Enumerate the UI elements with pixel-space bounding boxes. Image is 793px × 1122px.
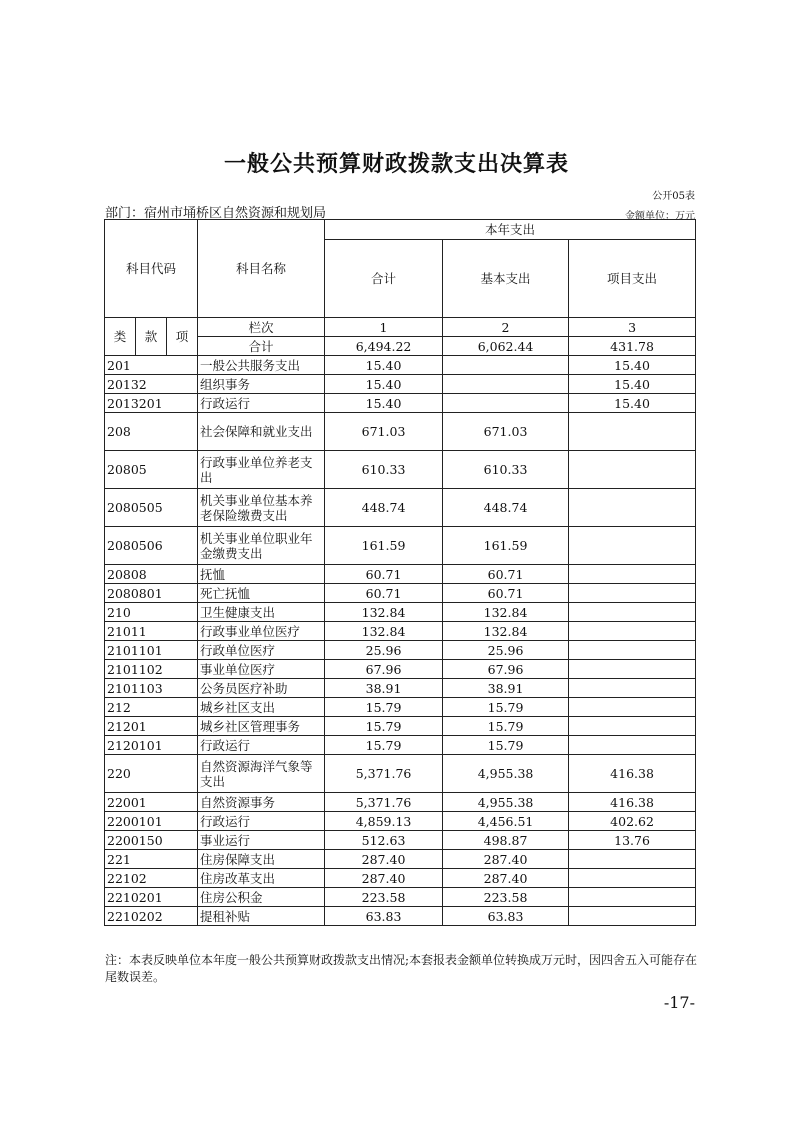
row-total: 60.71: [325, 584, 443, 603]
row-project: [569, 660, 696, 679]
row-basic: 15.79: [443, 717, 569, 736]
row-project: [569, 907, 696, 926]
sum-project: 431.78: [569, 337, 696, 356]
row-basic: [443, 375, 569, 394]
table-row: [105, 603, 696, 622]
row-basic: 132.84: [443, 603, 569, 622]
row-code: 220: [105, 755, 198, 793]
header-total: 合计: [325, 240, 443, 318]
row-total: 132.84: [325, 603, 443, 622]
row-name: 死亡抚恤: [198, 584, 325, 603]
row-name: 机关事业单位基本养老保险缴费支出: [198, 489, 325, 527]
row-total: 161.59: [325, 527, 443, 565]
row-project: 15.40: [569, 394, 696, 413]
row-project: [569, 584, 696, 603]
row-code: 2101102: [105, 660, 198, 679]
column-no-3: 3: [569, 318, 696, 337]
row-basic: 4,955.38: [443, 755, 569, 793]
row-name: 城乡社区管理事务: [198, 717, 325, 736]
row-code: 221: [105, 850, 198, 869]
footnote: 注：本表反映单位本年度一般公共预算财政拨款支出情况;本套报表金额单位转换成万元时，因四舍五入可能存在尾数误差。: [105, 953, 698, 984]
row-total: 5,371.76: [325, 793, 443, 812]
row-code: 2200101: [105, 812, 198, 831]
row-project: [569, 736, 696, 755]
row-total: 15.79: [325, 698, 443, 717]
row-name: 一般公共服务支出: [198, 356, 325, 375]
row-project: [569, 603, 696, 622]
row-basic: 67.96: [443, 660, 569, 679]
row-basic: 60.71: [443, 565, 569, 584]
row-basic: 498.87: [443, 831, 569, 850]
row-name: 自然资源事务: [198, 793, 325, 812]
row-code: 2013201: [105, 394, 198, 413]
table-row: [105, 413, 696, 451]
table-row: [105, 831, 696, 850]
row-total: 512.63: [325, 831, 443, 850]
row-total: 15.79: [325, 736, 443, 755]
row-code: 22102: [105, 869, 198, 888]
row-basic: 671.03: [443, 413, 569, 451]
row-basic: 161.59: [443, 527, 569, 565]
row-basic: 287.40: [443, 869, 569, 888]
table-row: [105, 394, 696, 413]
row-basic: 63.83: [443, 907, 569, 926]
row-name: 卫生健康支出: [198, 603, 325, 622]
header-xiang: 项: [167, 318, 198, 356]
unit-label: 金额单位：万元: [625, 211, 695, 222]
row-project: [569, 622, 696, 641]
row-code: 2080505: [105, 489, 198, 527]
row-code: 208: [105, 413, 198, 451]
row-name: 机关事业单位职业年金缴费支出: [198, 527, 325, 565]
row-name: 提租补贴: [198, 907, 325, 926]
row-basic: 132.84: [443, 622, 569, 641]
page-number: -17-: [663, 993, 695, 1012]
row-code: 21201: [105, 717, 198, 736]
row-total: 63.83: [325, 907, 443, 926]
row-project: 416.38: [569, 793, 696, 812]
row-basic: 15.79: [443, 736, 569, 755]
header-kuan: 款: [136, 318, 167, 356]
row-project: 15.40: [569, 356, 696, 375]
row-project: [569, 413, 696, 451]
row-total: 38.91: [325, 679, 443, 698]
row-project: [569, 888, 696, 907]
row-code: 212: [105, 698, 198, 717]
row-project: [569, 641, 696, 660]
header-lei: 类: [105, 318, 136, 356]
table-row: [105, 489, 696, 527]
row-basic: 223.58: [443, 888, 569, 907]
row-project: [569, 679, 696, 698]
column-no-1: 1: [325, 318, 443, 337]
row-total: 287.40: [325, 850, 443, 869]
row-name: 组织事务: [198, 375, 325, 394]
row-basic: 60.71: [443, 584, 569, 603]
table-row: [105, 622, 696, 641]
row-name: 公务员医疗补助: [198, 679, 325, 698]
row-code: 22001: [105, 793, 198, 812]
row-name: 行政事业单位医疗: [198, 622, 325, 641]
row-total: 15.40: [325, 394, 443, 413]
row-code: 20132: [105, 375, 198, 394]
row-basic: 4,456.51: [443, 812, 569, 831]
table-row: [105, 641, 696, 660]
table-row: [105, 527, 696, 565]
sum-basic: 6,062.44: [443, 337, 569, 356]
row-total: 132.84: [325, 622, 443, 641]
row-project: [569, 489, 696, 527]
row-code: 2080506: [105, 527, 198, 565]
row-name: 行政单位医疗: [198, 641, 325, 660]
header-project: 项目支出: [569, 240, 696, 318]
row-project: 13.76: [569, 831, 696, 850]
row-name: 事业单位医疗: [198, 660, 325, 679]
column-no-label: 栏次: [198, 318, 325, 337]
row-code: 2101101: [105, 641, 198, 660]
row-basic: 448.74: [443, 489, 569, 527]
row-basic: 287.40: [443, 850, 569, 869]
row-total: 15.79: [325, 717, 443, 736]
table-row: [105, 907, 696, 926]
row-name: 社会保障和就业支出: [198, 413, 325, 451]
table-row: [105, 736, 696, 755]
row-code: 2210202: [105, 907, 198, 926]
sum-label: 合计: [198, 337, 325, 356]
row-basic: [443, 356, 569, 375]
row-project: 416.38: [569, 755, 696, 793]
table-row: [105, 356, 696, 375]
row-code: 20808: [105, 565, 198, 584]
table-row: [105, 717, 696, 736]
table-row: [105, 812, 696, 831]
header-subject-name: 科目名称: [198, 220, 325, 318]
sum-total: 6,494.22: [325, 337, 443, 356]
table-row: [105, 755, 696, 793]
row-total: 287.40: [325, 869, 443, 888]
row-code: 2080801: [105, 584, 198, 603]
table-row: [105, 565, 696, 584]
row-name: 行政运行: [198, 394, 325, 413]
row-name: 行政运行: [198, 736, 325, 755]
table-row: [105, 660, 696, 679]
row-code: 210: [105, 603, 198, 622]
table-row: [105, 869, 696, 888]
page-title: 一般公共预算财政拨款支出决算表: [223, 152, 569, 177]
row-code: 2101103: [105, 679, 198, 698]
row-project: [569, 565, 696, 584]
row-basic: [443, 394, 569, 413]
form-number: 公开05表: [652, 191, 695, 202]
row-total: 67.96: [325, 660, 443, 679]
row-total: 60.71: [325, 565, 443, 584]
row-code: 2200150: [105, 831, 198, 850]
row-project: [569, 717, 696, 736]
row-project: [569, 850, 696, 869]
row-basic: 4,955.38: [443, 793, 569, 812]
row-code: 20805: [105, 451, 198, 489]
row-name: 自然资源海洋气象等支出: [198, 755, 325, 793]
column-no-2: 2: [443, 318, 569, 337]
row-total: 610.33: [325, 451, 443, 489]
row-code: 201: [105, 356, 198, 375]
table-row: [105, 584, 696, 603]
row-basic: 38.91: [443, 679, 569, 698]
table-row: [105, 698, 696, 717]
table-row: [105, 793, 696, 812]
row-name: 事业运行: [198, 831, 325, 850]
department-label: 部门：宿州市埇桥区自然资源和规划局: [105, 206, 327, 221]
header-basic: 基本支出: [443, 240, 569, 318]
table-row: [105, 679, 696, 698]
row-project: [569, 698, 696, 717]
row-project: [569, 451, 696, 489]
row-total: 448.74: [325, 489, 443, 527]
table-row: [105, 375, 696, 394]
row-total: 671.03: [325, 413, 443, 451]
row-basic: 25.96: [443, 641, 569, 660]
row-total: 15.40: [325, 356, 443, 375]
row-name: 住房改革支出: [198, 869, 325, 888]
table-row: [105, 850, 696, 869]
row-project: 15.40: [569, 375, 696, 394]
row-total: 4,859.13: [325, 812, 443, 831]
row-project: [569, 527, 696, 565]
row-project: [569, 869, 696, 888]
header-current-year: 本年支出: [325, 220, 696, 240]
row-name: 住房公积金: [198, 888, 325, 907]
table-row: [105, 888, 696, 907]
row-name: 抚恤: [198, 565, 325, 584]
expenditure-table: [104, 219, 696, 926]
row-name: 城乡社区支出: [198, 698, 325, 717]
row-code: 2120101: [105, 736, 198, 755]
row-total: 223.58: [325, 888, 443, 907]
table-row: [105, 451, 696, 489]
row-total: 25.96: [325, 641, 443, 660]
row-basic: 610.33: [443, 451, 569, 489]
header-subject-code: 科目代码: [105, 220, 198, 318]
row-code: 21011: [105, 622, 198, 641]
row-project: 402.62: [569, 812, 696, 831]
row-name: 住房保障支出: [198, 850, 325, 869]
row-total: 5,371.76: [325, 755, 443, 793]
row-total: 15.40: [325, 375, 443, 394]
row-basic: 15.79: [443, 698, 569, 717]
row-name: 行政事业单位养老支出: [198, 451, 325, 489]
row-code: 2210201: [105, 888, 198, 907]
row-name: 行政运行: [198, 812, 325, 831]
